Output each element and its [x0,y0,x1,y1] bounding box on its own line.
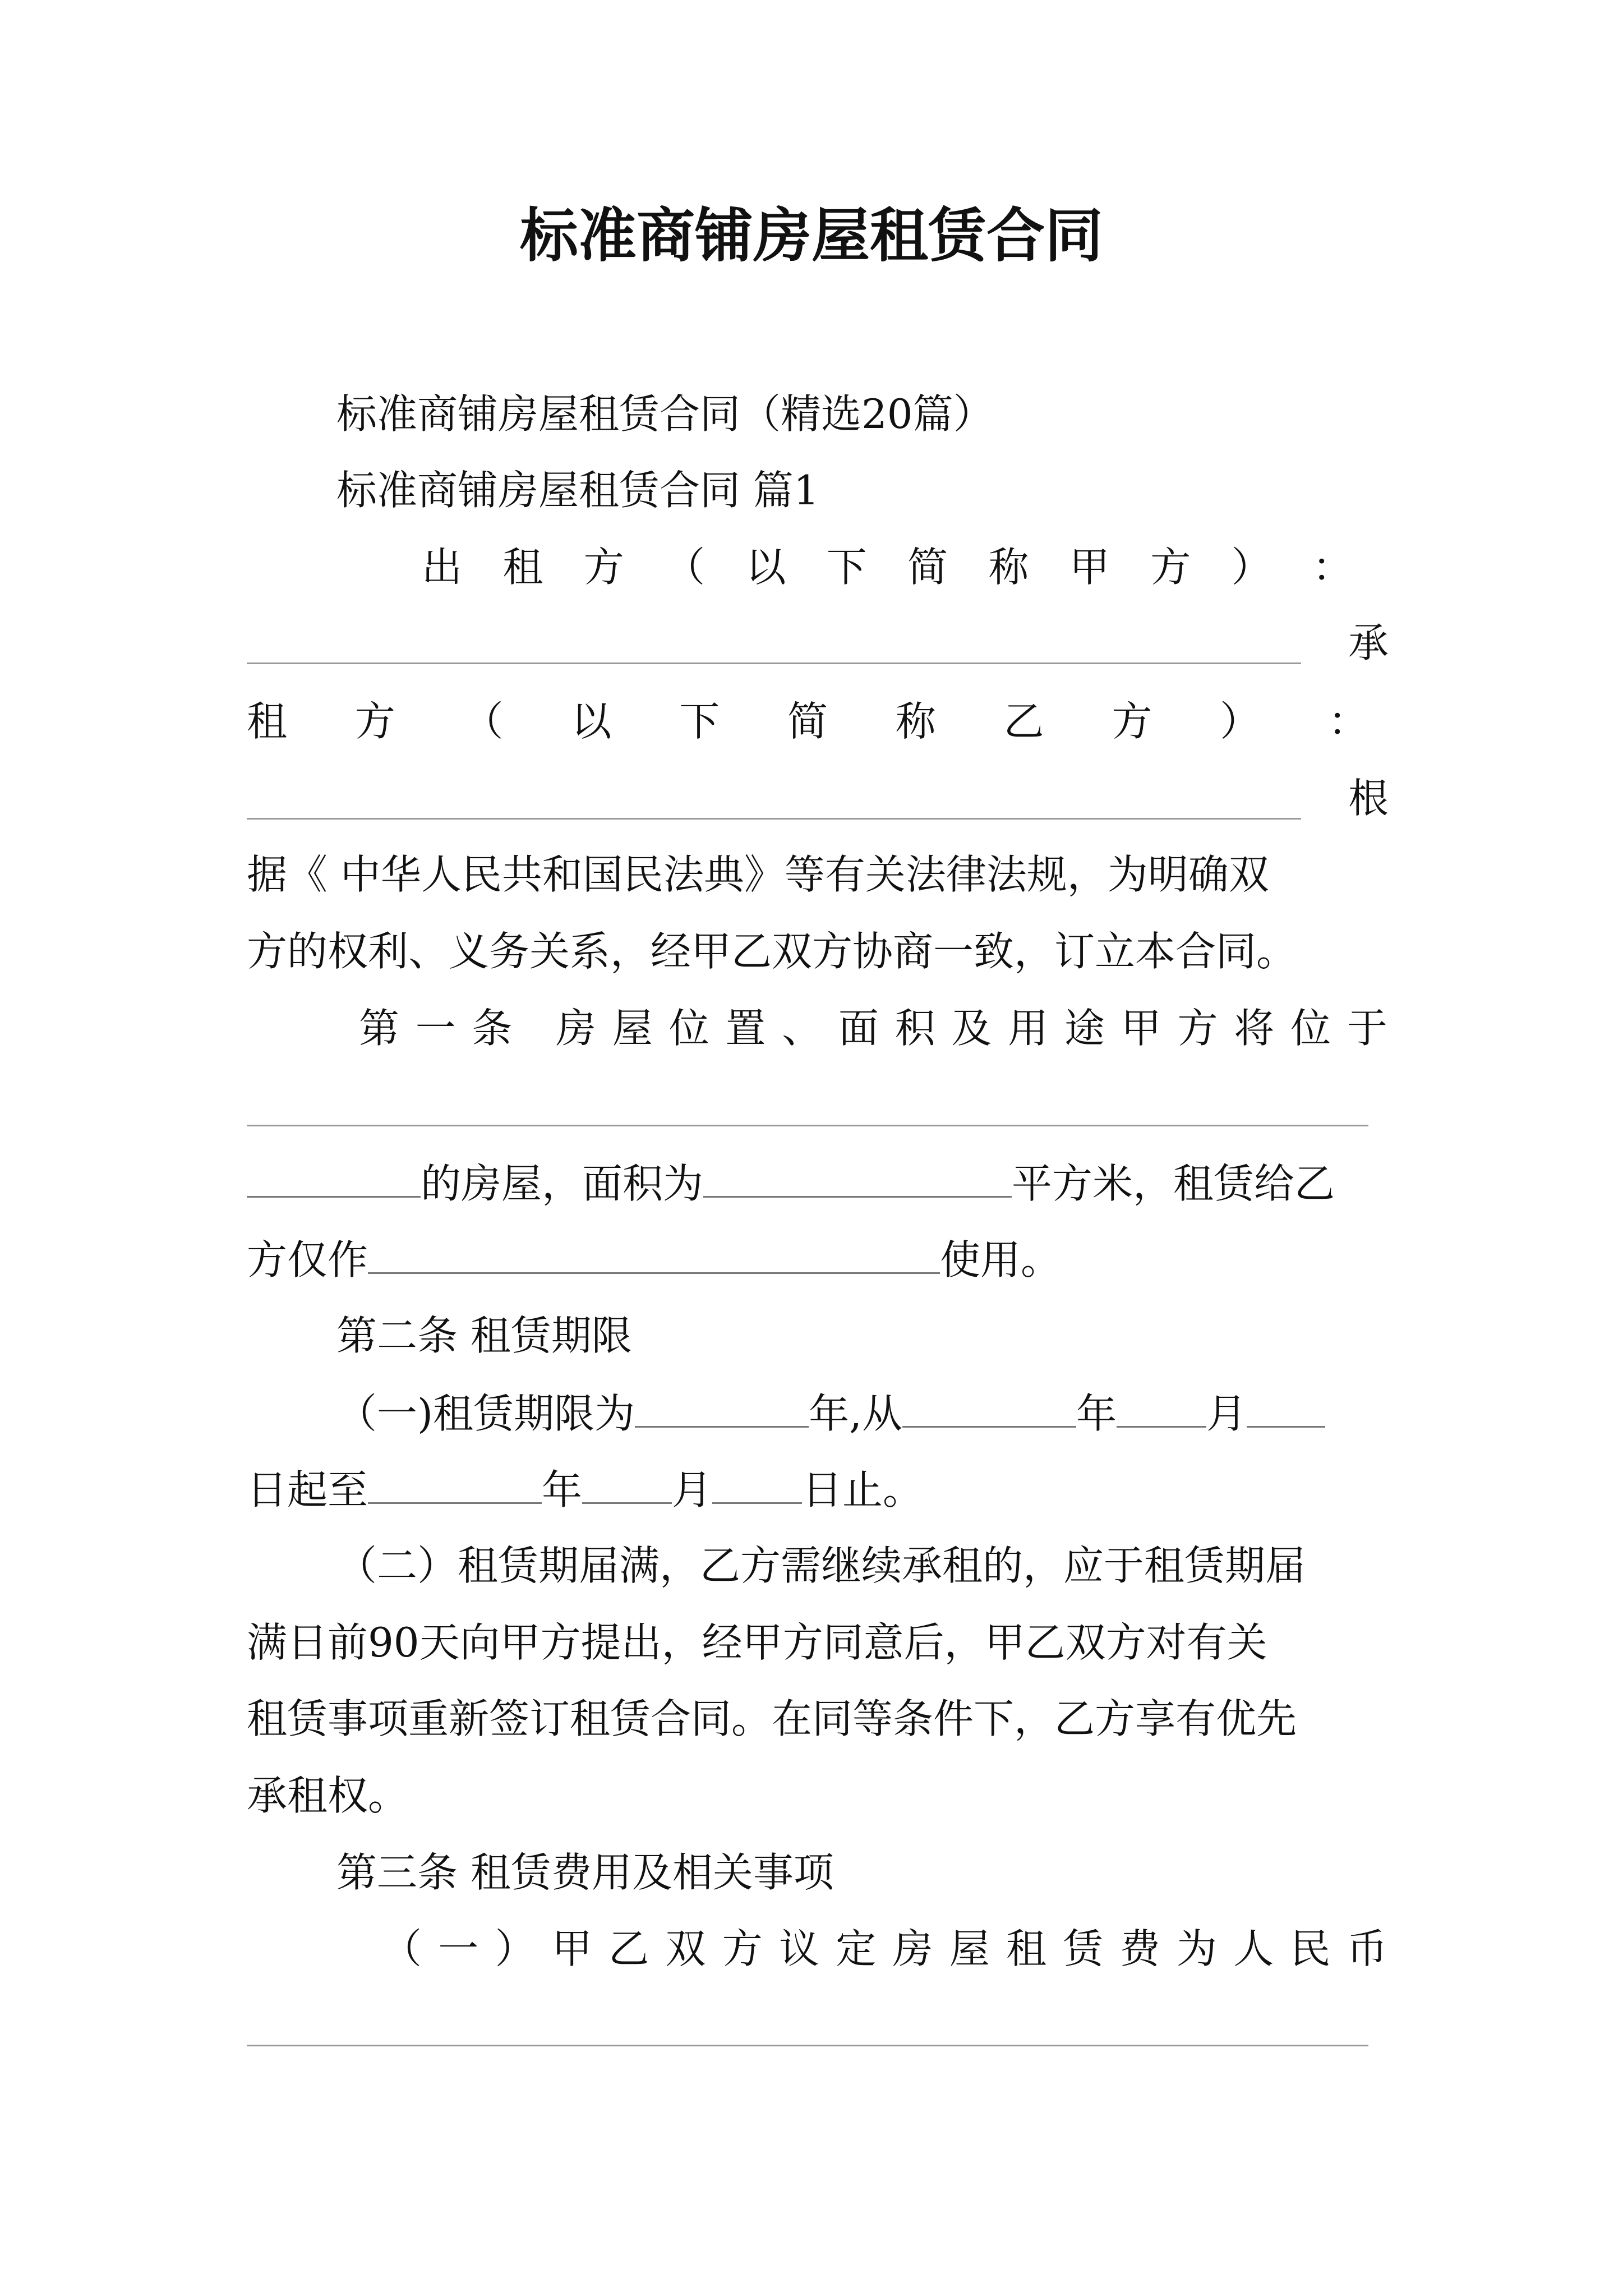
text: 年 [542,1466,583,1513]
char: 出 [422,544,463,591]
text: 日起至 [247,1466,368,1513]
char: ： [1327,698,1368,745]
blank-field [703,1162,1012,1198]
char: 方 [1150,544,1191,591]
term-end-line [247,1466,1387,1513]
use-line [247,1236,1387,1283]
char: （ [665,544,706,591]
char: 甲 [551,1925,592,1972]
char: 途 [1064,1005,1105,1052]
char: （ [381,1925,422,1972]
char: 房 [556,1005,597,1052]
blank-field [902,1392,1076,1428]
article-one-heading [359,1005,1387,1052]
char: 将 [1234,1005,1275,1052]
char: 乙 [1003,698,1044,745]
blank-field [635,1392,809,1428]
char: 简 [787,698,828,745]
paragraph-line: 满日前90天向甲方提出，经甲方同意后，甲乙双方对有关 [247,1619,1267,1666]
text: 的房屋，面积为 [421,1160,704,1207]
char: 条 [472,1005,513,1052]
char: 下 [826,544,867,591]
char [528,1008,540,1048]
lessee-blank-line [247,818,1301,820]
char: 屋 [612,1005,653,1052]
char: 租 [1006,1925,1047,1972]
char: 面 [838,1005,879,1052]
char: 及 [951,1005,992,1052]
text: 年,从 [809,1390,902,1437]
char: 、 [782,1005,823,1052]
char: ） [1231,544,1272,591]
rent-line [381,1925,1387,1972]
char: 一 [415,1005,456,1052]
text: 平方米，租赁给乙 [1012,1160,1335,1207]
char: 以 [571,698,612,745]
paragraph-line: 承租权。 [247,1772,409,1819]
blank-field [1117,1392,1206,1428]
char: 一 [438,1925,479,1972]
char: 积 [895,1005,935,1052]
lessor-label [422,544,1353,591]
char: 乙 [608,1925,649,1972]
char: 甲 [1121,1005,1161,1052]
char: 以 [745,544,786,591]
text: （一)租赁期限为 [336,1390,635,1437]
char: （ [463,698,504,745]
text: 方仅作 [247,1236,368,1283]
text: 月 [1206,1390,1247,1437]
text: 使用。 [940,1236,1062,1283]
subtitle-selected: 标准商铺房屋租赁合同（精选20篇） [336,390,994,438]
blank-field [582,1469,672,1504]
char: 费 [1119,1925,1160,1972]
lessor-blank-line [247,662,1301,664]
char: 称 [988,544,1029,591]
char: 称 [895,698,936,745]
char: 位 [1290,1005,1331,1052]
char: ） [1220,698,1261,745]
char: 置 [725,1005,766,1052]
char: ： [1312,544,1353,591]
section-heading: 标准商铺房屋租赁合同 篇1 [336,467,819,514]
char: 方 [722,1925,763,1972]
char: 第 [359,1005,400,1052]
char: 赁 [1063,1925,1104,1972]
char: 租 [502,544,543,591]
char: ） [495,1925,536,1972]
char: 甲 [1069,544,1110,591]
text: 月 [672,1466,713,1513]
char: 定 [836,1925,877,1972]
char: 人 [1233,1925,1274,1972]
blank-field [368,1469,542,1504]
blank-field [712,1469,802,1504]
paragraph-line: 据《 中华人民共和国民法典》等有关法律法规，为明确双 [247,851,1269,898]
char: 下 [679,698,720,745]
text: 日止。 [802,1466,924,1513]
char: 民 [1290,1925,1331,1972]
location-blank-line [247,1125,1368,1126]
article-three-heading: 第三条 租赁费用及相关事项 [336,1849,834,1896]
char: 双 [665,1925,706,1972]
rent-blank-line [247,2045,1368,2046]
blank-field [368,1239,940,1274]
char: 方 [1177,1005,1218,1052]
char: 为 [1176,1925,1217,1972]
char: 用 [1008,1005,1049,1052]
line-end-char: 承 [1348,619,1389,666]
paragraph-line: （二）租赁期届满，乙方需继续承租的，应于租赁期届 [336,1542,1306,1589]
term-line [336,1390,1387,1437]
lessee-label [247,698,1368,745]
char: 议 [778,1925,819,1972]
char: 币 [1347,1925,1387,1972]
paragraph-line: 租赁事项重新签订租赁合同。在同等条件下，乙方享有优先 [247,1695,1297,1742]
char: 屋 [949,1925,990,1972]
char: 方 [583,544,624,591]
article-two-heading: 第二条 租赁期限 [336,1312,632,1359]
paragraph-line: 方的权利、义务关系，经甲乙双方协商一致，订立本合同。 [247,928,1297,975]
area-line [247,1160,1387,1207]
text: 年 [1076,1390,1117,1437]
line-end-char: 根 [1348,775,1389,822]
document-title: 标准商铺房屋租赁合同 [519,201,1103,270]
char: 位 [668,1005,709,1052]
char: 房 [892,1925,933,1972]
char: 简 [907,544,948,591]
char: 租 [247,698,288,745]
char: 方 [354,698,395,745]
blank-field [1247,1392,1325,1428]
char: 于 [1347,1005,1387,1052]
char: 方 [1112,698,1152,745]
blank-field [247,1162,421,1198]
